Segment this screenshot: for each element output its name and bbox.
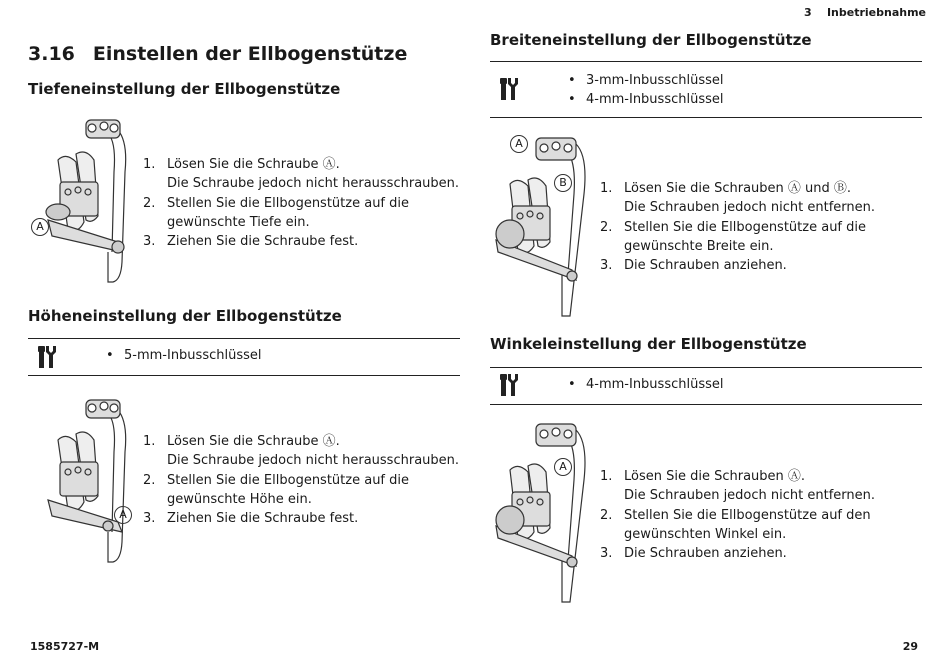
step-number: 1. xyxy=(600,469,613,484)
step-item xyxy=(600,179,875,218)
step-number: 1. xyxy=(143,434,156,449)
step-text: Stellen Sie die Ellbogenstütze auf die xyxy=(167,472,409,488)
section-title xyxy=(28,43,407,65)
step-text: Lösen Sie die Schrauben Ⓐ. xyxy=(624,469,806,484)
step-text: Die Schrauben jedoch nicht entfernen. xyxy=(624,488,875,504)
label-a-circle: A xyxy=(510,135,528,153)
divider xyxy=(28,375,460,376)
tool-item: • 3-mm-Inbusschlüssel xyxy=(586,73,723,88)
step-text: gewünschte Höhe ein. xyxy=(167,491,312,507)
label-a-circle: A xyxy=(31,218,49,236)
elbow-rest-drawing xyxy=(492,420,602,605)
divider xyxy=(490,61,922,62)
tool-item: • 5-mm-Inbusschlüssel xyxy=(124,348,261,363)
step-text: Die Schraube jedoch nicht herausschrauben. xyxy=(167,453,460,469)
step-number: 1. xyxy=(600,181,613,196)
label-a-circle: A xyxy=(114,506,132,524)
divider xyxy=(490,117,922,118)
tools-icon xyxy=(498,76,522,102)
step-item xyxy=(143,155,459,194)
doc-number: 1585727-M xyxy=(30,640,100,653)
height-steps xyxy=(143,432,459,528)
depth-steps xyxy=(143,155,459,251)
step-text: Ziehen Sie die Schraube fest. xyxy=(167,511,359,527)
step-item xyxy=(600,544,875,563)
height-heading: Höheneinstellung der Ellbogenstütze xyxy=(28,307,342,325)
step-text: Lösen Sie die Schraube Ⓐ. xyxy=(167,434,340,449)
depth-illustration xyxy=(28,112,138,287)
divider xyxy=(490,404,922,405)
height-illustration xyxy=(28,392,138,567)
step-number: 2. xyxy=(600,219,613,235)
tool-item: • 4-mm-Inbusschlüssel xyxy=(586,92,723,107)
step-number: 3. xyxy=(600,546,613,562)
section-number: 3.16 xyxy=(28,43,75,65)
width-steps xyxy=(600,179,875,275)
chapter-number: 3 xyxy=(803,6,812,19)
step-item xyxy=(600,467,875,506)
step-item xyxy=(600,506,875,545)
section-title-text: Einstellen der Ellbogenstütze xyxy=(92,43,408,65)
divider xyxy=(28,338,460,339)
step-text: Stellen Sie die Ellbogenstütze auf die xyxy=(624,219,866,235)
tools-icon xyxy=(498,372,522,398)
step-number: 3. xyxy=(600,258,613,274)
step-text: Stellen Sie die Ellbogenstütze auf die xyxy=(167,195,409,211)
depth-heading: Tiefeneinstellung der Ellbogenstütze xyxy=(28,80,341,98)
step-item xyxy=(143,471,459,510)
step-text: gewünschte Breite ein. xyxy=(624,238,774,254)
tools-icon xyxy=(36,344,60,370)
step-item xyxy=(143,232,459,251)
step-text: Lösen Sie die Schrauben Ⓐ und Ⓑ. xyxy=(624,181,852,196)
elbow-rest-drawing xyxy=(28,392,138,567)
width-heading: Breiteneinstellung der Ellbogenstütze xyxy=(490,31,812,49)
step-number: 2. xyxy=(143,195,156,211)
step-text: Ziehen Sie die Schraube fest. xyxy=(167,234,359,250)
label-a-circle: A xyxy=(554,458,572,476)
step-number: 2. xyxy=(143,472,156,488)
step-text: Stellen Sie die Ellbogenstütze auf den xyxy=(624,507,871,523)
step-text: gewünschte Tiefe ein. xyxy=(167,214,310,230)
label-b-circle: B xyxy=(554,174,572,192)
step-item xyxy=(143,432,459,471)
step-number: 3. xyxy=(143,511,156,527)
divider xyxy=(490,367,922,368)
step-number: 2. xyxy=(600,507,613,523)
step-text: Lösen Sie die Schraube Ⓐ. xyxy=(167,157,340,172)
step-text: Die Schrauben jedoch nicht entfernen. xyxy=(624,200,875,216)
step-text: gewünschten Winkel ein. xyxy=(624,526,787,542)
step-number: 1. xyxy=(143,157,156,172)
step-item xyxy=(600,218,875,257)
page-number: 29 xyxy=(902,640,918,653)
step-item xyxy=(600,256,875,275)
step-item xyxy=(143,509,459,528)
elbow-rest-drawing xyxy=(492,134,602,319)
tool-item: • 4-mm-Inbusschlüssel xyxy=(586,377,723,392)
page-header xyxy=(804,6,926,19)
elbow-rest-drawing xyxy=(28,112,138,287)
chapter-title: Inbetriebnahme xyxy=(826,6,926,19)
angle-illustration xyxy=(492,420,602,605)
step-number: 3. xyxy=(143,234,156,250)
step-item xyxy=(143,194,459,233)
angle-steps xyxy=(600,467,875,563)
step-text: Die Schraube jedoch nicht herausschrauben. xyxy=(167,176,460,192)
angle-heading: Winkeleinstellung der Ellbogenstütze xyxy=(490,335,807,353)
step-text: Die Schrauben anziehen. xyxy=(624,546,787,562)
width-illustration xyxy=(492,134,602,319)
step-text: Die Schrauben anziehen. xyxy=(624,258,787,274)
